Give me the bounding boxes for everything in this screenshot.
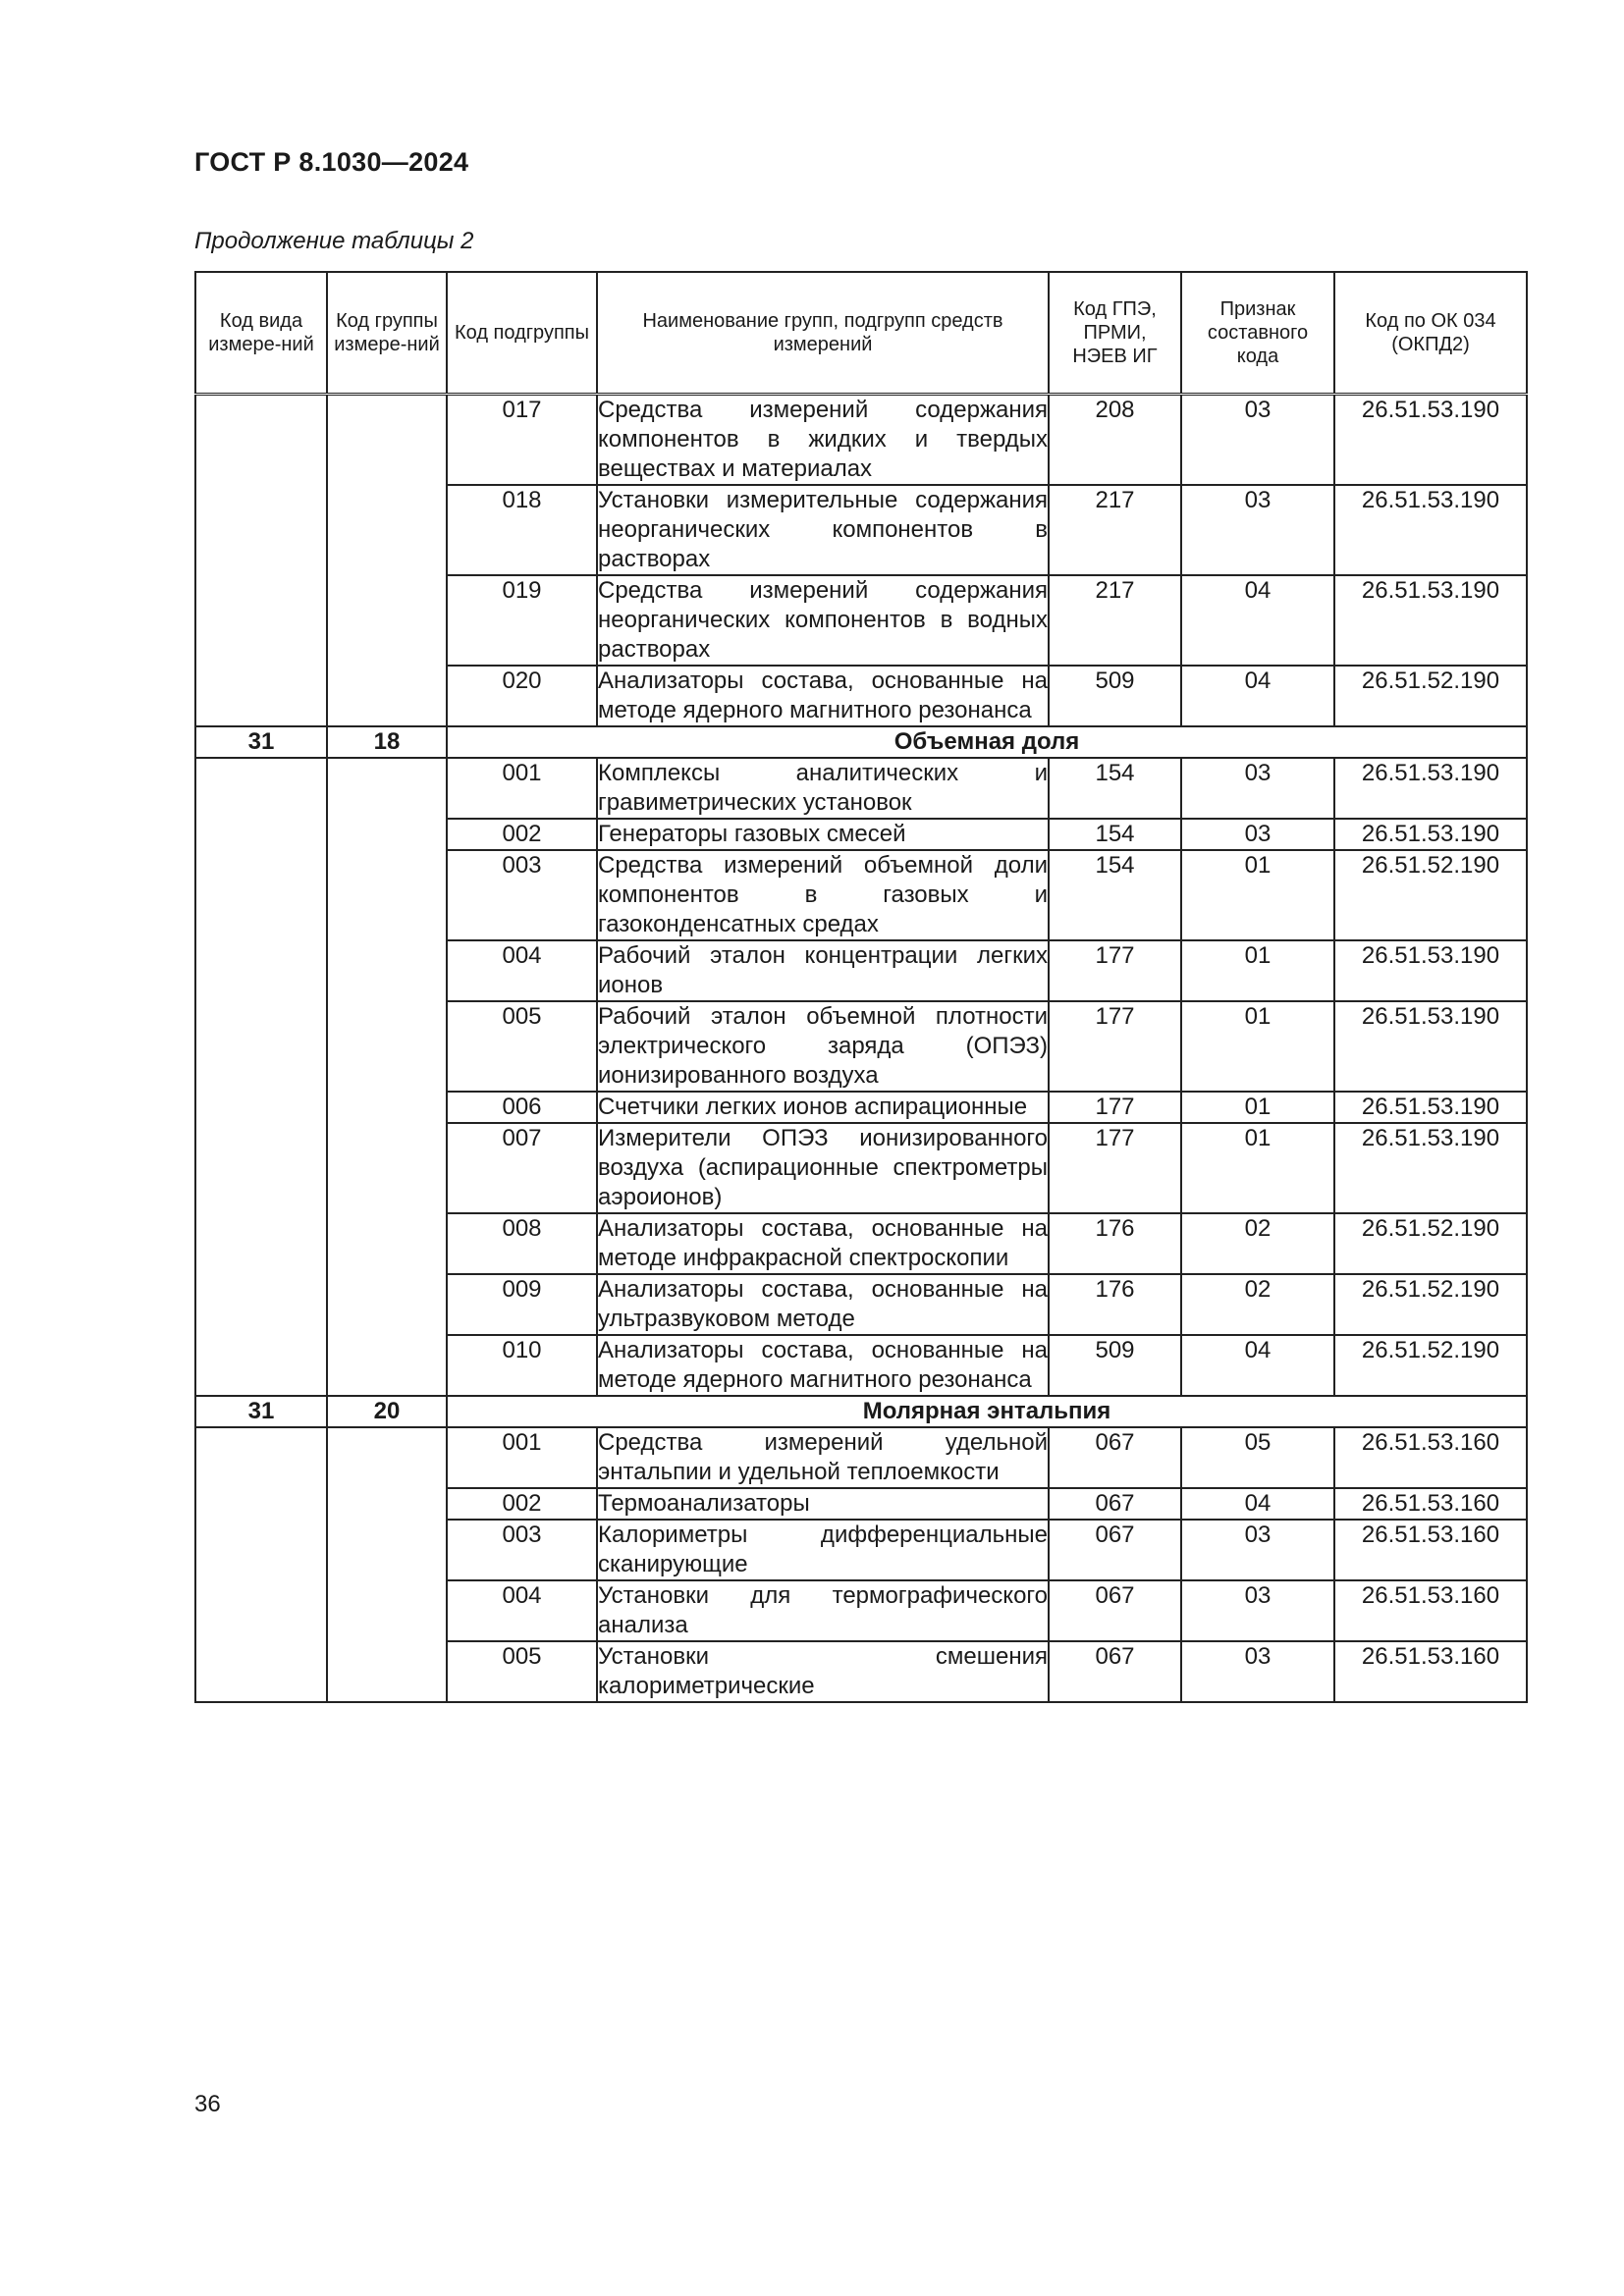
composite-sign: 01 xyxy=(1181,850,1334,940)
subgroup-name: Установки для термографического анализа xyxy=(597,1580,1049,1641)
empty-group-cell xyxy=(327,758,447,1396)
subgroup-name: Средства измерений удельной энтальпии и удельной теплоемкости xyxy=(597,1427,1049,1488)
subgroup-code: 004 xyxy=(447,1580,597,1641)
gpe-code: 067 xyxy=(1049,1641,1181,1702)
subgroup-code: 005 xyxy=(447,1001,597,1092)
composite-sign: 05 xyxy=(1181,1427,1334,1488)
header-subgroup-code: Код подгруппы xyxy=(447,272,597,395)
okpd-code: 26.51.53.190 xyxy=(1334,819,1527,850)
composite-sign: 01 xyxy=(1181,940,1334,1001)
composite-sign: 02 xyxy=(1181,1274,1334,1335)
subgroup-code: 002 xyxy=(447,1488,597,1520)
empty-group-cell xyxy=(327,1427,447,1702)
gpe-code: 154 xyxy=(1049,850,1181,940)
composite-sign: 03 xyxy=(1181,1580,1334,1641)
group-code: 20 xyxy=(327,1396,447,1427)
subgroup-code: 001 xyxy=(447,758,597,819)
gpe-code: 067 xyxy=(1049,1488,1181,1520)
header-name: Наименование групп, подгрупп средств измерений xyxy=(597,272,1049,395)
subgroup-name: Калориметры дифференциальные сканирующие xyxy=(597,1520,1049,1580)
subgroup-code: 003 xyxy=(447,850,597,940)
subgroup-code: 019 xyxy=(447,575,597,666)
table-body xyxy=(195,395,1527,1703)
subgroup-code: 007 xyxy=(447,1123,597,1213)
subgroup-name: Комплексы аналитических и гравиметрических установок xyxy=(597,758,1049,819)
subgroup-code: 008 xyxy=(447,1213,597,1274)
okpd-code: 26.51.52.190 xyxy=(1334,1335,1527,1396)
subgroup-code: 009 xyxy=(447,1274,597,1335)
okpd-code: 26.51.53.190 xyxy=(1334,758,1527,819)
header-vid-code: Код вида измере-ний xyxy=(195,272,327,395)
subgroup-code: 002 xyxy=(447,819,597,850)
subgroup-name: Рабочий эталон концентрации легких ионов xyxy=(597,940,1049,1001)
empty-vid-cell xyxy=(195,1427,327,1702)
header-gpe-code: Код ГПЭ, ПРМИ, НЭЕВ ИГ xyxy=(1049,272,1181,395)
okpd-code: 26.51.52.190 xyxy=(1334,850,1527,940)
subgroup-name: Анализаторы состава, основанные на методе ядерного магнитного резонанса xyxy=(597,1335,1049,1396)
group-vid-code: 31 xyxy=(195,726,327,758)
table-row xyxy=(195,1427,1527,1488)
composite-sign: 04 xyxy=(1181,666,1334,726)
subgroup-name: Анализаторы состава, основанные на методе инфракрасной спектроскопии xyxy=(597,1213,1049,1274)
composite-sign: 03 xyxy=(1181,485,1334,575)
gpe-code: 217 xyxy=(1049,575,1181,666)
composite-sign: 03 xyxy=(1181,1520,1334,1580)
okpd-code: 26.51.52.190 xyxy=(1334,1274,1527,1335)
subgroup-name: Средства измерений содержания компонентов в жидких и твердых веществах и материалах xyxy=(597,395,1049,486)
composite-sign: 03 xyxy=(1181,1641,1334,1702)
composite-sign: 01 xyxy=(1181,1001,1334,1092)
subgroup-name: Рабочий эталон объемной плотности электрического заряда (ОПЭЗ) ионизированного воздуха xyxy=(597,1001,1049,1092)
okpd-code: 26.51.53.160 xyxy=(1334,1488,1527,1520)
subgroup-code: 010 xyxy=(447,1335,597,1396)
subgroup-name: Счетчики легких ионов аспирационные xyxy=(597,1092,1049,1123)
gpe-code: 509 xyxy=(1049,666,1181,726)
document-code: ГОСТ Р 8.1030—2024 xyxy=(194,147,469,177)
subgroup-name: Измерители ОПЭЗ ионизированного воздуха (аспирационные спектрометры аэроионов) xyxy=(597,1123,1049,1213)
header-composite-sign: Признак составного кода xyxy=(1181,272,1334,395)
group-heading-row xyxy=(195,1396,1527,1427)
subgroup-name: Анализаторы состава, основанные на ультразвуковом методе xyxy=(597,1274,1049,1335)
gpe-code: 154 xyxy=(1049,758,1181,819)
measurement-groups-table xyxy=(194,271,1528,1703)
composite-sign: 03 xyxy=(1181,819,1334,850)
composite-sign: 01 xyxy=(1181,1092,1334,1123)
gpe-code: 509 xyxy=(1049,1335,1181,1396)
okpd-code: 26.51.53.190 xyxy=(1334,1001,1527,1092)
group-title: Молярная энтальпия xyxy=(447,1396,1527,1427)
subgroup-name: Установки смешения калориметрические xyxy=(597,1641,1049,1702)
table-row xyxy=(195,758,1527,819)
subgroup-code: 005 xyxy=(447,1641,597,1702)
okpd-code: 26.51.53.190 xyxy=(1334,395,1527,486)
subgroup-code: 006 xyxy=(447,1092,597,1123)
subgroup-name: Средства измерений объемной доли компонентов в газовых и газоконденсатных средах xyxy=(597,850,1049,940)
composite-sign: 02 xyxy=(1181,1213,1334,1274)
gpe-code: 067 xyxy=(1049,1580,1181,1641)
composite-sign: 03 xyxy=(1181,758,1334,819)
page-number: 36 xyxy=(194,2091,221,2117)
okpd-code: 26.51.53.190 xyxy=(1334,485,1527,575)
subgroup-name: Генераторы газовых смесей xyxy=(597,819,1049,850)
group-vid-code: 31 xyxy=(195,1396,327,1427)
composite-sign: 01 xyxy=(1181,1123,1334,1213)
gpe-code: 067 xyxy=(1049,1427,1181,1488)
gpe-code: 176 xyxy=(1049,1213,1181,1274)
okpd-code: 26.51.53.160 xyxy=(1334,1641,1527,1702)
gpe-code: 176 xyxy=(1049,1274,1181,1335)
composite-sign: 03 xyxy=(1181,395,1334,486)
gpe-code: 208 xyxy=(1049,395,1181,486)
okpd-code: 26.51.53.190 xyxy=(1334,1123,1527,1213)
okpd-code: 26.51.53.190 xyxy=(1334,1092,1527,1123)
okpd-code: 26.51.53.190 xyxy=(1334,940,1527,1001)
subgroup-code: 001 xyxy=(447,1427,597,1488)
group-title: Объемная доля xyxy=(447,726,1527,758)
header-group-code: Код группы измере-ний xyxy=(327,272,447,395)
table-continuation-caption: Продолжение таблицы 2 xyxy=(194,228,474,254)
gpe-code: 177 xyxy=(1049,1001,1181,1092)
composite-sign: 04 xyxy=(1181,575,1334,666)
empty-group-cell xyxy=(327,395,447,727)
okpd-code: 26.51.52.190 xyxy=(1334,1213,1527,1274)
composite-sign: 04 xyxy=(1181,1335,1334,1396)
subgroup-code: 017 xyxy=(447,395,597,486)
gpe-code: 217 xyxy=(1049,485,1181,575)
composite-sign: 04 xyxy=(1181,1488,1334,1520)
empty-vid-cell xyxy=(195,395,327,727)
subgroup-name: Установки измерительные содержания неорганических компонентов в растворах xyxy=(597,485,1049,575)
group-code: 18 xyxy=(327,726,447,758)
table-row xyxy=(195,395,1527,486)
gpe-code: 177 xyxy=(1049,940,1181,1001)
gpe-code: 177 xyxy=(1049,1123,1181,1213)
subgroup-name: Анализаторы состава, основанные на методе ядерного магнитного резонанса xyxy=(597,666,1049,726)
subgroup-code: 004 xyxy=(447,940,597,1001)
okpd-code: 26.51.53.160 xyxy=(1334,1580,1527,1641)
gpe-code: 154 xyxy=(1049,819,1181,850)
header-okpd-code: Код по ОК 034 (ОКПД2) xyxy=(1334,272,1527,395)
subgroup-code: 018 xyxy=(447,485,597,575)
group-heading-row xyxy=(195,726,1527,758)
okpd-code: 26.51.53.190 xyxy=(1334,575,1527,666)
table-header-row xyxy=(195,272,1527,395)
gpe-code: 067 xyxy=(1049,1520,1181,1580)
empty-vid-cell xyxy=(195,758,327,1396)
okpd-code: 26.51.53.160 xyxy=(1334,1427,1527,1488)
gpe-code: 177 xyxy=(1049,1092,1181,1123)
subgroup-name: Термоанализаторы xyxy=(597,1488,1049,1520)
subgroup-code: 020 xyxy=(447,666,597,726)
subgroup-code: 003 xyxy=(447,1520,597,1580)
okpd-code: 26.51.52.190 xyxy=(1334,666,1527,726)
subgroup-name: Средства измерений содержания неорганических компонентов в водных растворах xyxy=(597,575,1049,666)
okpd-code: 26.51.53.160 xyxy=(1334,1520,1527,1580)
